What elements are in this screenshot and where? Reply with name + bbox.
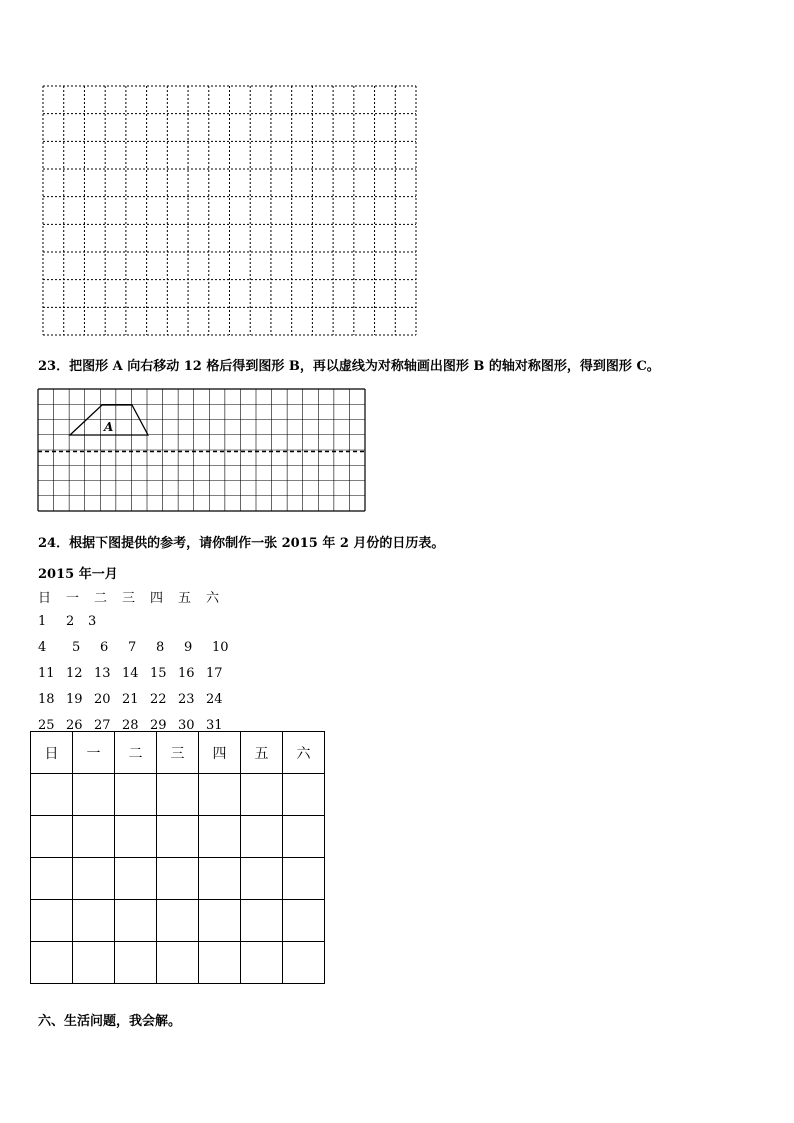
blank-date-cell[interactable]	[73, 900, 115, 942]
blank-date-cell[interactable]	[157, 942, 199, 984]
weekday-label: 五	[178, 591, 192, 606]
blank-row	[31, 816, 325, 858]
question-23-text: 23．把图形 A 向右移动 12 格后得到图形 B，再以虚线为对称轴画出图形 B 的轴对称图形，得到图形 C。	[38, 359, 660, 374]
blank-date-cell[interactable]	[241, 858, 283, 900]
blank-date-cell[interactable]	[283, 816, 325, 858]
blank-date-cell[interactable]	[283, 858, 325, 900]
weekday-header-cell: 三	[157, 732, 199, 774]
date-cell: 28	[122, 718, 139, 733]
date-cell: 22	[150, 692, 167, 707]
date-cell: 12	[66, 666, 83, 681]
grid-lines	[38, 389, 365, 511]
blank-date-cell[interactable]	[31, 858, 73, 900]
blank-date-cell[interactable]	[31, 942, 73, 984]
weekday-header-cell: 日	[31, 732, 73, 774]
blank-date-cell[interactable]	[31, 900, 73, 942]
date-cell: 19	[66, 692, 83, 707]
blank-date-cell[interactable]	[73, 816, 115, 858]
shape-a-label: A	[104, 420, 114, 434]
question-24-text: 24．根据下图提供的参考，请你制作一张 2015 年 2 月份的日历表。	[38, 536, 445, 551]
date-cell: 1	[38, 614, 47, 629]
weekday-label: 一	[66, 591, 80, 606]
weekday-label: 日	[38, 591, 52, 606]
blank-date-cell[interactable]	[199, 774, 241, 816]
blank-date-cell[interactable]	[115, 816, 157, 858]
blank-date-cell[interactable]	[157, 858, 199, 900]
weekday-header-cell: 五	[241, 732, 283, 774]
date-cell: 15	[150, 666, 167, 681]
blank-date-cell[interactable]	[283, 900, 325, 942]
date-cell: 2	[66, 614, 75, 629]
blank-date-cell[interactable]	[199, 900, 241, 942]
blank-date-cell[interactable]	[115, 774, 157, 816]
weekday-label: 二	[94, 591, 108, 606]
date-cell: 3	[88, 614, 97, 629]
weekday-header-cell: 六	[283, 732, 325, 774]
blank-date-cell[interactable]	[73, 774, 115, 816]
weekday-header-cell: 一	[73, 732, 115, 774]
blank-date-cell[interactable]	[157, 774, 199, 816]
date-cell: 16	[178, 666, 195, 681]
date-cell: 13	[94, 666, 111, 681]
date-cell: 23	[178, 692, 195, 707]
blank-date-cell[interactable]	[283, 942, 325, 984]
blank-row	[31, 774, 325, 816]
blank-date-cell[interactable]	[115, 858, 157, 900]
date-cell: 17	[206, 666, 223, 681]
blank-date-cell[interactable]	[199, 816, 241, 858]
date-cell: 20	[94, 692, 111, 707]
date-cell: 14	[122, 666, 139, 681]
header-row	[31, 732, 325, 774]
blank-date-cell[interactable]	[157, 900, 199, 942]
blank-date-cell[interactable]	[241, 900, 283, 942]
blank-date-cell[interactable]	[115, 900, 157, 942]
february-calendar-table	[30, 731, 325, 984]
blank-date-cell[interactable]	[283, 774, 325, 816]
date-cell: 25	[38, 718, 55, 733]
question-23-grid	[0, 0, 794, 520]
date-cell: 4	[38, 640, 47, 655]
blank-row	[31, 900, 325, 942]
blank-date-cell[interactable]	[199, 858, 241, 900]
date-cell: 9	[184, 640, 193, 655]
date-cell: 31	[206, 718, 223, 733]
weekday-header-cell: 二	[115, 732, 157, 774]
section-6-heading: 六、生活问题，我会解。	[38, 1014, 182, 1029]
date-cell: 8	[156, 640, 165, 655]
blank-date-cell[interactable]	[199, 942, 241, 984]
blank-date-cell[interactable]	[241, 816, 283, 858]
date-cell: 7	[128, 640, 137, 655]
blank-date-cell[interactable]	[157, 816, 199, 858]
date-cell: 24	[206, 692, 223, 707]
weekday-label: 三	[122, 591, 136, 606]
blank-date-cell[interactable]	[31, 774, 73, 816]
blank-row	[31, 942, 325, 984]
weekday-label: 四	[150, 591, 164, 606]
date-cell: 29	[150, 718, 167, 733]
blank-date-cell[interactable]	[73, 858, 115, 900]
date-cell: 11	[38, 666, 55, 681]
date-cell: 30	[178, 718, 195, 733]
weekday-header-cell: 四	[199, 732, 241, 774]
date-cell: 5	[72, 640, 81, 655]
weekday-label: 六	[206, 591, 220, 606]
blank-row	[31, 858, 325, 900]
blank-date-cell[interactable]	[241, 942, 283, 984]
blank-date-cell[interactable]	[241, 774, 283, 816]
date-cell: 21	[122, 692, 139, 707]
blank-date-cell[interactable]	[115, 942, 157, 984]
date-cell: 27	[94, 718, 111, 733]
date-cell: 10	[212, 640, 229, 655]
blank-date-cell[interactable]	[31, 816, 73, 858]
date-cell: 26	[66, 718, 83, 733]
reference-calendar-title: 2015 年一月	[38, 567, 118, 582]
blank-date-cell[interactable]	[73, 942, 115, 984]
date-cell: 18	[38, 692, 55, 707]
date-cell: 6	[100, 640, 109, 655]
